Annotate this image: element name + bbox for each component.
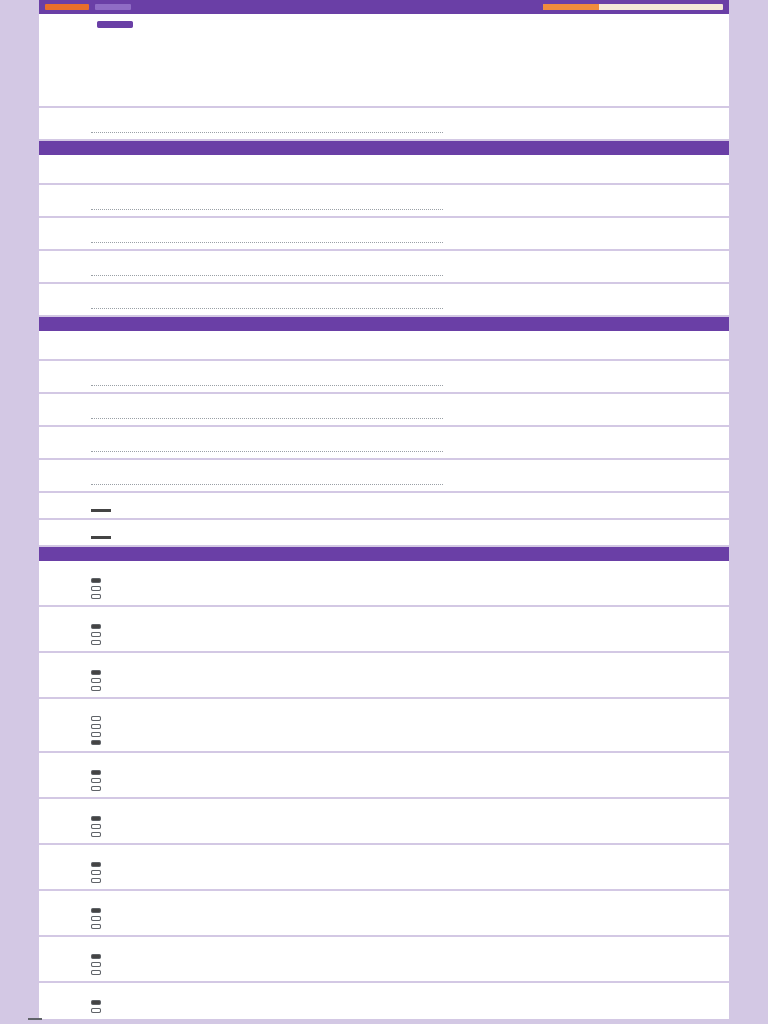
- question-card: [39, 460, 729, 493]
- answer-option[interactable]: [91, 723, 677, 729]
- radio-button[interactable]: [91, 740, 101, 745]
- answer-option[interactable]: [91, 877, 677, 883]
- answer-option[interactable]: [91, 785, 677, 791]
- answer-option[interactable]: [91, 593, 677, 599]
- evaluation-question-card: [39, 699, 729, 753]
- section-description: [39, 155, 729, 185]
- answer-option[interactable]: [91, 639, 677, 645]
- radio-button[interactable]: [91, 1000, 101, 1005]
- top-banner: [39, 0, 729, 14]
- question-card: [39, 284, 729, 317]
- form-description: [91, 44, 677, 88]
- evaluation-question-card: [39, 845, 729, 891]
- evaluation-question-card: [39, 891, 729, 937]
- question-label: [91, 191, 677, 199]
- answer-option[interactable]: [91, 577, 677, 583]
- evaluation-question: [91, 705, 677, 713]
- question-label: [91, 466, 677, 474]
- question-label: [91, 400, 677, 408]
- answer-option[interactable]: [91, 739, 677, 745]
- answer-option[interactable]: [91, 907, 677, 913]
- radio-button[interactable]: [91, 878, 101, 883]
- section-header: [39, 547, 729, 561]
- radio-button[interactable]: [91, 594, 101, 599]
- radio-button[interactable]: [91, 678, 101, 683]
- evaluation-question: [91, 897, 677, 905]
- answer-option[interactable]: [91, 685, 677, 691]
- evaluation-question: [91, 567, 677, 575]
- question-label: [91, 290, 677, 298]
- answer-field[interactable]: [91, 378, 443, 386]
- evaluation-container: [39, 561, 729, 1021]
- checkbox[interactable]: [91, 509, 111, 512]
- evaluation-question: [91, 989, 677, 997]
- checkbox-row[interactable]: [91, 499, 677, 512]
- evaluation-question: [91, 805, 677, 813]
- answer-option[interactable]: [91, 961, 677, 967]
- checkbox-card: [39, 493, 729, 520]
- question-card: [39, 185, 729, 218]
- answer-option[interactable]: [91, 585, 677, 591]
- question-label: [91, 224, 677, 232]
- brand-logo-secondary: [95, 4, 131, 10]
- radio-button[interactable]: [91, 778, 101, 783]
- evaluation-question: [91, 943, 677, 951]
- email-label: [91, 114, 677, 122]
- question-label: [91, 257, 677, 265]
- radio-button[interactable]: [91, 578, 101, 583]
- answer-field[interactable]: [91, 235, 443, 243]
- question-card: [39, 251, 729, 284]
- answer-option[interactable]: [91, 823, 677, 829]
- answer-field[interactable]: [91, 477, 443, 485]
- checkbox[interactable]: [91, 536, 111, 539]
- answer-field[interactable]: [91, 411, 443, 419]
- answer-option[interactable]: [91, 777, 677, 783]
- required-badge: [97, 21, 133, 28]
- answer-option[interactable]: [91, 815, 677, 821]
- answer-field[interactable]: [91, 444, 443, 452]
- radio-button[interactable]: [91, 586, 101, 591]
- sections-container: [39, 141, 729, 561]
- form-title: [91, 18, 677, 44]
- answer-option[interactable]: [91, 669, 677, 675]
- radio-button[interactable]: [91, 1008, 101, 1013]
- evaluation-question-card: [39, 799, 729, 845]
- radio-button[interactable]: [91, 624, 101, 629]
- answer-option[interactable]: [91, 861, 677, 867]
- answer-option[interactable]: [91, 969, 677, 975]
- question-card: [39, 427, 729, 460]
- answer-field[interactable]: [91, 268, 443, 276]
- answer-option[interactable]: [91, 631, 677, 637]
- radio-button[interactable]: [91, 832, 101, 837]
- section-description: [39, 331, 729, 361]
- corner-mark: [28, 1018, 42, 1020]
- brand-logo: [45, 4, 89, 10]
- radio-button[interactable]: [91, 732, 101, 737]
- evaluation-question-card: [39, 753, 729, 799]
- evaluation-question-card: [39, 607, 729, 653]
- form-header-card: [39, 14, 729, 108]
- radio-button[interactable]: [91, 954, 101, 959]
- radio-button[interactable]: [91, 862, 101, 867]
- answer-field[interactable]: [91, 301, 443, 309]
- progress-bar-fill: [543, 4, 599, 10]
- answer-option[interactable]: [91, 1007, 677, 1013]
- radio-button[interactable]: [91, 716, 101, 721]
- question-card: [39, 361, 729, 394]
- radio-button[interactable]: [91, 816, 101, 821]
- radio-button[interactable]: [91, 670, 101, 675]
- evaluation-question-card: [39, 937, 729, 983]
- answer-option[interactable]: [91, 731, 677, 737]
- email-question-card: [39, 108, 729, 141]
- answer-option[interactable]: [91, 831, 677, 837]
- answer-option[interactable]: [91, 677, 677, 683]
- evaluation-question-card: [39, 561, 729, 607]
- radio-button[interactable]: [91, 924, 101, 929]
- radio-button[interactable]: [91, 640, 101, 645]
- answer-option[interactable]: [91, 869, 677, 875]
- question-label: [91, 367, 677, 375]
- section-header: [39, 317, 729, 331]
- radio-button[interactable]: [91, 786, 101, 791]
- answer-option[interactable]: [91, 953, 677, 959]
- answer-option[interactable]: [91, 769, 677, 775]
- question-label: [91, 433, 677, 441]
- evaluation-question: [91, 759, 677, 767]
- answer-option[interactable]: [91, 715, 677, 721]
- progress-bar: [543, 4, 723, 10]
- evaluation-question: [91, 613, 677, 621]
- form-description-link[interactable]: [91, 88, 677, 100]
- answer-option[interactable]: [91, 623, 677, 629]
- email-field[interactable]: [91, 125, 443, 133]
- radio-button[interactable]: [91, 962, 101, 967]
- radio-button[interactable]: [91, 916, 101, 921]
- radio-button[interactable]: [91, 686, 101, 691]
- radio-button[interactable]: [91, 724, 101, 729]
- answer-field[interactable]: [91, 202, 443, 210]
- answer-option[interactable]: [91, 915, 677, 921]
- question-card: [39, 394, 729, 427]
- radio-button[interactable]: [91, 632, 101, 637]
- evaluation-question: [91, 851, 677, 859]
- checkbox-card: [39, 520, 729, 547]
- radio-button[interactable]: [91, 770, 101, 775]
- checkbox-row[interactable]: [91, 526, 677, 539]
- question-card: [39, 218, 729, 251]
- evaluation-question-card: [39, 653, 729, 699]
- section-header: [39, 141, 729, 155]
- radio-button[interactable]: [91, 908, 101, 913]
- evaluation-question-card: [39, 983, 729, 1021]
- form-shell: [39, 0, 729, 1021]
- answer-option[interactable]: [91, 999, 677, 1005]
- radio-button[interactable]: [91, 870, 101, 875]
- evaluation-question: [91, 659, 677, 667]
- answer-option[interactable]: [91, 923, 677, 929]
- radio-button[interactable]: [91, 824, 101, 829]
- radio-button[interactable]: [91, 970, 101, 975]
